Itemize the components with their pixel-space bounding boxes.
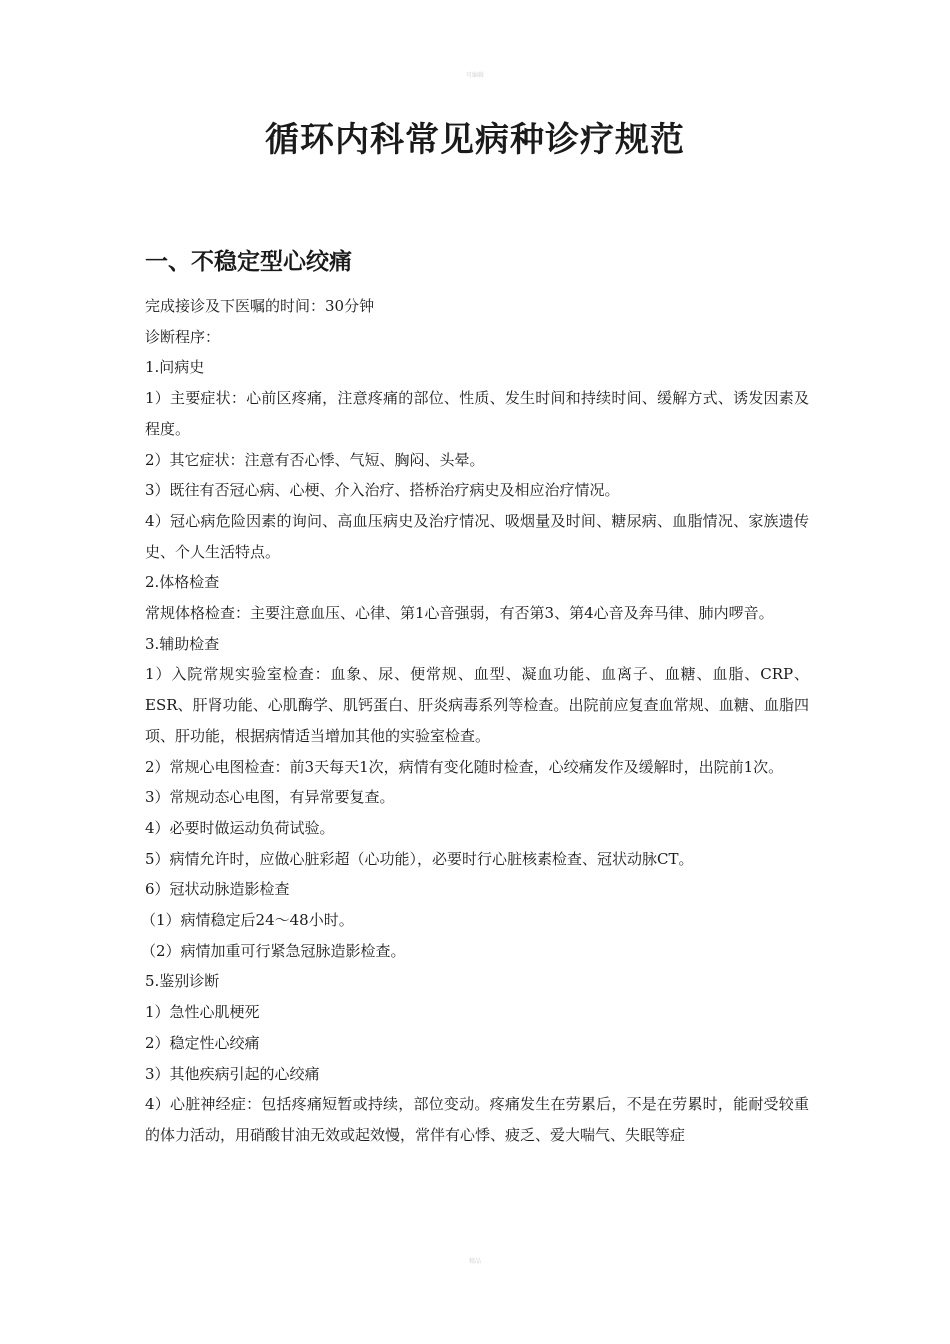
paragraph: 1）急性心肌梗死 <box>145 1003 260 1022</box>
paragraph: 5.鉴别诊断 <box>145 972 220 991</box>
paragraph: 5）病情允许时，应做心脏彩超（心功能），必要时行心脏核素检查、冠状动脉CT。 <box>145 849 694 868</box>
paragraph: 6）冠状动脉造影检查 <box>145 880 290 899</box>
header-watermark: 可编辑 <box>465 72 484 79</box>
paragraph: 4）冠心病危险因素的询问、高血压病史及治疗情况、吸烟量及时间、糖尿病、血脂情况、家族遗传史、个人生活特点。 <box>145 511 809 561</box>
paragraph: （1）病情稳定后24～48小时。 <box>141 911 354 930</box>
paragraph: 2）其它症状：注意有否心悸、气短、胸闷、头晕。 <box>145 450 485 469</box>
paragraph: 完成接诊及下医嘱的时间：30分钟 <box>145 297 375 315</box>
paragraph: 2.体格检查 <box>145 573 220 592</box>
paragraph: 4）必要时做运动负荷试验。 <box>145 818 335 837</box>
paragraph: 3）常规动态心电图，有异常要复查。 <box>145 788 395 807</box>
paragraph: 2）常规心电图检查：前3天每天1次，病情有变化随时检查，心绞痛发作及缓解时，出院前1次。 <box>145 757 784 776</box>
paragraph: 1）入院常规实验室检查：血象、尿、便常规、血型、凝血功能、血离子、血糖、血脂、CRP、ESR、肝肾功能、心肌酶学、肌钙蛋白、肝炎病毒系列等检查。出院前应复查血常规、血糖、血脂四项、肝功能，根据病情适当增加其他的实验室检查。 <box>145 665 809 745</box>
paragraph: 3）其他疾病引起的心绞痛 <box>145 1064 320 1083</box>
paragraph: 4）心脏神经症：包括疼痛短暂或持续，部位变动。疼痛发生在劳累后，不是在劳累时，能耐受较重的体力活动，用硝酸甘油无效或起效慢，常伴有心悸、疲乏、爱大喘气、失眠等症 <box>145 1095 809 1144</box>
section-heading: 一、不稳定型心绞痛 <box>145 248 352 275</box>
paragraph: 1.问病史 <box>145 358 205 377</box>
document-title: 循环内科常见病种诊疗规范 <box>265 120 685 160</box>
footer-watermark: 精品 <box>468 1258 481 1265</box>
paragraph: 3）既往有否冠心病、心梗、介入治疗、搭桥治疗病史及相应治疗情况。 <box>145 481 620 500</box>
paragraph: 3.辅助检查 <box>145 634 220 653</box>
paragraph: 2）稳定性心绞痛 <box>145 1033 260 1052</box>
paragraph: 诊断程序： <box>145 327 221 346</box>
paragraph: 1）主要症状：心前区疼痛，注意疼痛的部位、性质、发生时间和持续时间、缓解方式、诱发因素及程度。 <box>145 389 809 438</box>
paragraph: （2）病情加重可行紧急冠脉造影检查。 <box>141 941 406 960</box>
paragraph: 常规体格检查：主要注意血压、心律、第1心音强弱，有否第3、第4心音及奔马律、肺内啰音。 <box>145 604 774 623</box>
document-body <box>141 291 809 1151</box>
